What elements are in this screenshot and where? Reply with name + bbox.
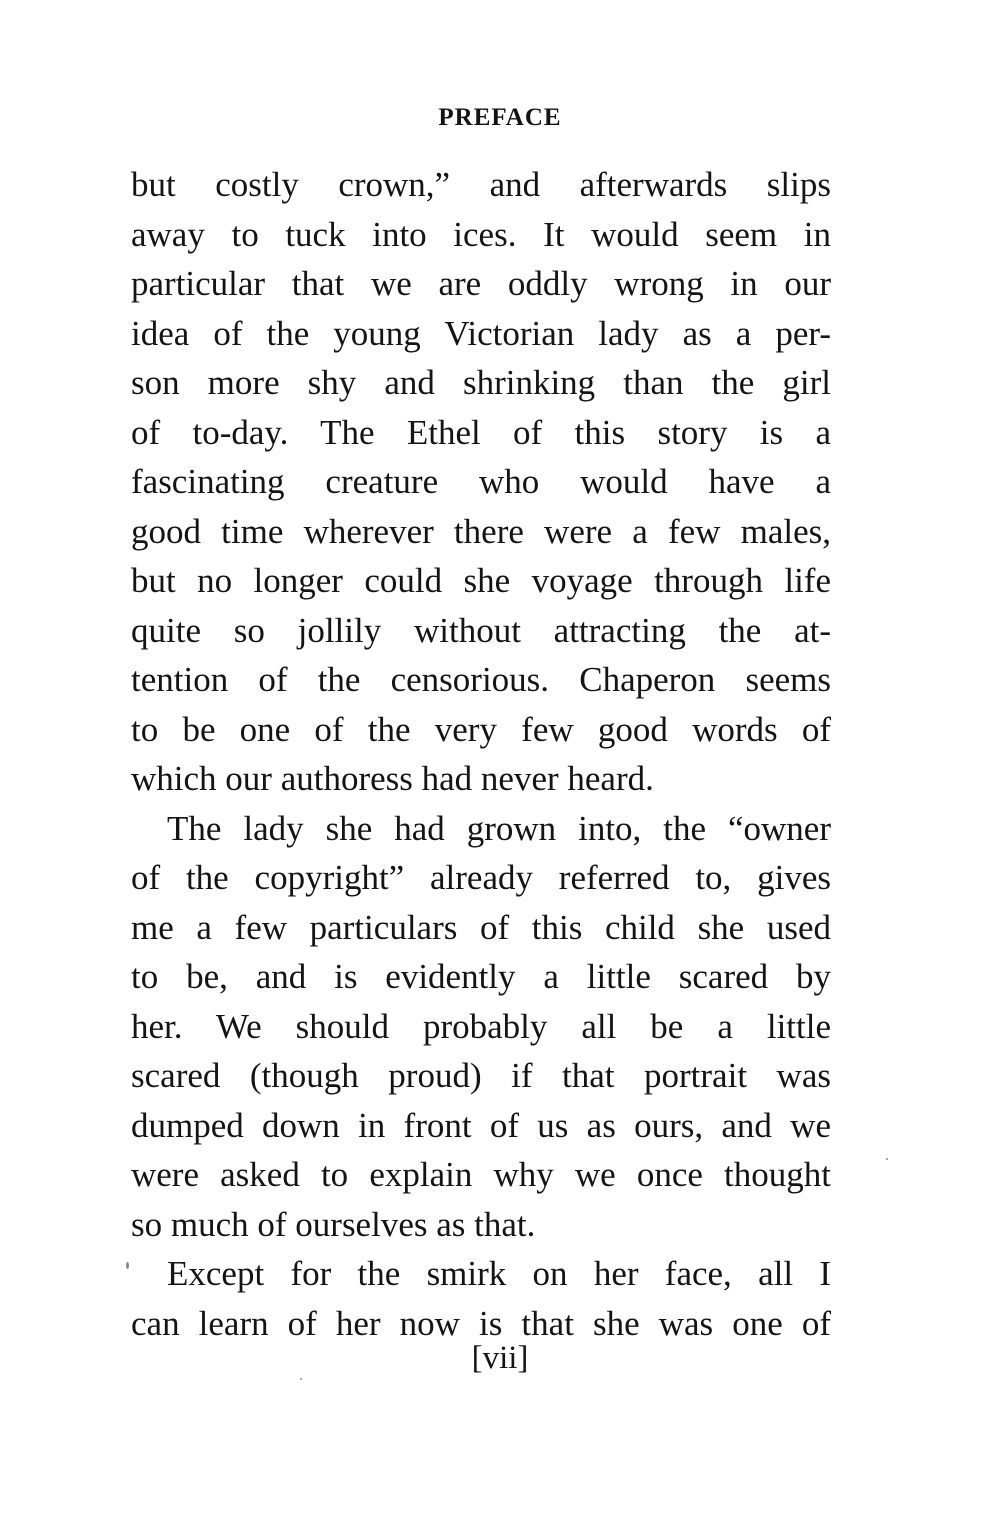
text-line: dumped down in front of us as ours, and we: [131, 1105, 831, 1145]
text-line: can learn of her now is that she was one of: [131, 1303, 831, 1343]
text-line: away to tuck into ices. It would seem in: [131, 214, 831, 254]
text-line: of the copyright” already referred to, gives: [131, 858, 831, 897]
text-line: of to-day. The Ethel of this story is a: [131, 412, 831, 452]
text-line: good time wherever there were a few males,: [131, 511, 831, 551]
scan-speck: [886, 1158, 888, 1160]
text-line: were asked to explain why we once thought: [131, 1155, 831, 1194]
text-line: to be one of the very few good words of: [131, 709, 831, 749]
text-line: tention of the censorious. Chaperon seems: [131, 660, 831, 699]
text-line: but no longer could she voyage through life: [131, 561, 831, 600]
body-text: [131, 160, 831, 1348]
text-line: which our authoress had never heard.: [131, 759, 654, 798]
text-line: Except for the smirk on her face, all I: [167, 1254, 831, 1293]
paragraph: [131, 1249, 831, 1348]
text-line: her. We should probably all be a little: [131, 1006, 831, 1046]
text-line: fascinating creature who would have a: [131, 462, 831, 501]
text-line: so much of ourselves as that.: [131, 1204, 536, 1244]
text-line: son more shy and shrinking than the girl: [131, 363, 831, 402]
running-head: PREFACE: [438, 104, 562, 131]
text-line: but costly crown,” and afterwards slips: [131, 165, 831, 204]
text-line: scared (though proud) if that portrait was: [131, 1056, 831, 1095]
scan-speck: [300, 1378, 302, 1380]
text-line: particular that we are oddly wrong in our: [131, 264, 831, 303]
text-line: The lady she had grown into, the “owner: [167, 808, 831, 848]
page-number: [vii]: [471, 1340, 529, 1376]
text-line: idea of the young Victorian lady as a per-: [131, 313, 831, 353]
scan-speck: [126, 1262, 129, 1269]
text-line: to be, and is evidently a little scared by: [131, 957, 831, 996]
paragraph: [131, 804, 831, 1250]
paragraph: [131, 160, 831, 804]
text-line: quite so jollily without attracting the at-: [131, 610, 831, 650]
text-line: me a few particulars of this child she used: [131, 907, 831, 947]
